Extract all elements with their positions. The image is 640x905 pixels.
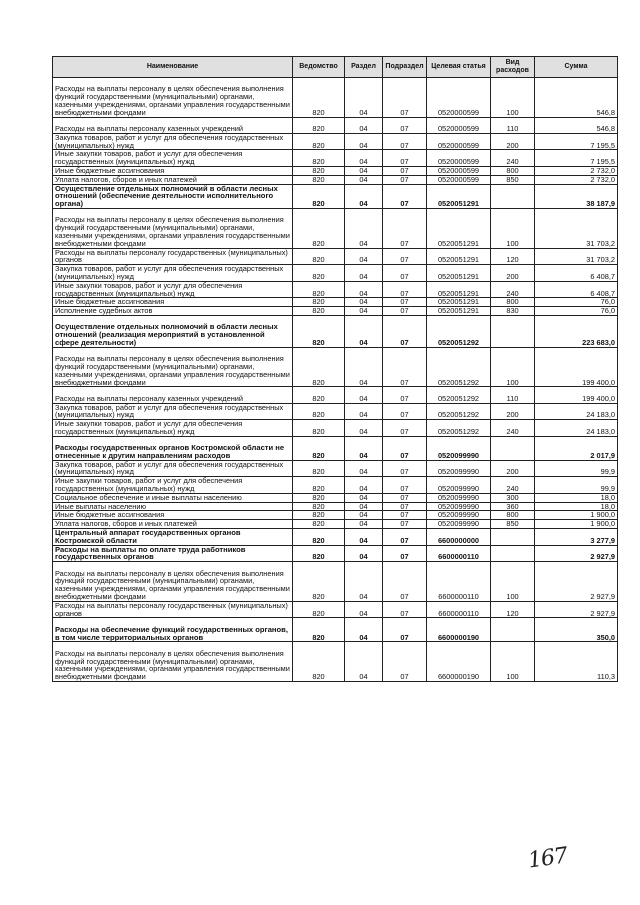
- row-subsection: 07: [383, 562, 427, 602]
- row-subsection: 07: [383, 78, 427, 118]
- row-expense-type: 120: [491, 601, 535, 618]
- row-department: 820: [293, 618, 345, 642]
- row-target-article: 0520099990: [427, 520, 491, 529]
- row-amount: 6 408,7: [535, 281, 618, 298]
- row-name: Расходы на выплаты персоналу в целях обеспечения выполнения функций государственными (муниципальными) органами, казенными учреждениями, органами управления государственными внебюджетными фондами: [53, 562, 293, 602]
- row-department: 820: [293, 307, 345, 316]
- row-expense-type: 200: [491, 403, 535, 420]
- row-section: 04: [345, 133, 383, 150]
- table-row: [53, 545, 618, 562]
- row-name: Расходы на выплаты персоналу государственных (муниципальных) органов: [53, 601, 293, 618]
- row-expense-type: 830: [491, 307, 535, 316]
- row-name: Иные бюджетные ассигнования: [53, 511, 293, 520]
- row-department: 820: [293, 78, 345, 118]
- row-department: 820: [293, 117, 345, 133]
- row-target-article: 0520099990: [427, 511, 491, 520]
- table-row: [53, 618, 618, 642]
- row-subsection: 07: [383, 477, 427, 494]
- row-target-article: 6600000110: [427, 562, 491, 602]
- row-section: 04: [345, 493, 383, 502]
- row-department: 820: [293, 436, 345, 460]
- row-name: Иные закупки товаров, работ и услуг для обеспечения государственных (муниципальных) нужд: [53, 420, 293, 437]
- table-row: [53, 642, 618, 682]
- row-subsection: 07: [383, 315, 427, 347]
- row-expense-type: 800: [491, 166, 535, 175]
- row-subsection: 07: [383, 166, 427, 175]
- row-department: 820: [293, 298, 345, 307]
- row-target-article: 0520000599: [427, 150, 491, 167]
- row-department: 820: [293, 265, 345, 282]
- row-department: 820: [293, 403, 345, 420]
- row-subsection: 07: [383, 520, 427, 529]
- row-section: 04: [345, 315, 383, 347]
- row-department: 820: [293, 315, 345, 347]
- row-section: 04: [345, 529, 383, 546]
- row-subsection: 07: [383, 248, 427, 265]
- row-department: 820: [293, 184, 345, 208]
- row-target-article: 6600000190: [427, 618, 491, 642]
- row-expense-type: 800: [491, 511, 535, 520]
- row-name: Закупка товаров, работ и услуг для обеспечения государственных (муниципальных) нужд: [53, 265, 293, 282]
- row-expense-type: [491, 184, 535, 208]
- row-amount: 18,0: [535, 493, 618, 502]
- row-department: 820: [293, 420, 345, 437]
- row-name: Уплата налогов, сборов и иных платежей: [53, 520, 293, 529]
- table-row: [53, 347, 618, 387]
- row-amount: 1 900,0: [535, 520, 618, 529]
- header-target-article: Целевая статья: [427, 57, 491, 78]
- row-section: 04: [345, 511, 383, 520]
- row-name: Исполнение судебных актов: [53, 307, 293, 316]
- table-row: [53, 562, 618, 602]
- row-expense-type: 200: [491, 265, 535, 282]
- row-target-article: 0520000599: [427, 78, 491, 118]
- row-target-article: 0520051292: [427, 420, 491, 437]
- table-row: [53, 307, 618, 316]
- row-section: 04: [345, 117, 383, 133]
- row-department: 820: [293, 511, 345, 520]
- row-section: 04: [345, 545, 383, 562]
- row-subsection: 07: [383, 184, 427, 208]
- row-expense-type: 100: [491, 642, 535, 682]
- row-amount: 24 183,0: [535, 420, 618, 437]
- row-expense-type: 800: [491, 298, 535, 307]
- budget-table-sheet: [52, 56, 617, 682]
- row-expense-type: 240: [491, 477, 535, 494]
- row-amount: 99,9: [535, 460, 618, 477]
- row-target-article: 0520099990: [427, 493, 491, 502]
- row-amount: 2 732,0: [535, 166, 618, 175]
- row-department: 820: [293, 347, 345, 387]
- budget-table: [52, 56, 618, 682]
- table-row: [53, 175, 618, 184]
- row-amount: 2 732,0: [535, 175, 618, 184]
- row-target-article: 0520051291: [427, 208, 491, 248]
- table-body: [53, 78, 618, 682]
- row-section: 04: [345, 166, 383, 175]
- row-amount: 350,0: [535, 618, 618, 642]
- row-amount: 99,9: [535, 477, 618, 494]
- row-target-article: 0520051292: [427, 315, 491, 347]
- table-row: [53, 502, 618, 511]
- row-subsection: 07: [383, 150, 427, 167]
- row-target-article: 0520051292: [427, 387, 491, 403]
- row-section: 04: [345, 502, 383, 511]
- row-target-article: 0520099990: [427, 460, 491, 477]
- row-subsection: 07: [383, 460, 427, 477]
- row-subsection: 07: [383, 281, 427, 298]
- row-amount: 76,0: [535, 298, 618, 307]
- row-expense-type: 110: [491, 387, 535, 403]
- row-amount: 3 277,9: [535, 529, 618, 546]
- row-department: 820: [293, 208, 345, 248]
- row-target-article: 0520051291: [427, 184, 491, 208]
- table-row: [53, 265, 618, 282]
- row-amount: 546,8: [535, 78, 618, 118]
- row-amount: 223 683,0: [535, 315, 618, 347]
- row-department: 820: [293, 529, 345, 546]
- table-row: [53, 150, 618, 167]
- row-target-article: 6600000110: [427, 601, 491, 618]
- row-section: 04: [345, 265, 383, 282]
- row-target-article: 6600000000: [427, 529, 491, 546]
- row-name: Закупка товаров, работ и услуг для обеспечения государственных (муниципальных) нужд: [53, 133, 293, 150]
- row-subsection: 07: [383, 436, 427, 460]
- row-target-article: 0520051292: [427, 347, 491, 387]
- header-section: Раздел: [345, 57, 383, 78]
- row-department: 820: [293, 175, 345, 184]
- row-department: 820: [293, 562, 345, 602]
- row-target-article: 0520000599: [427, 117, 491, 133]
- row-subsection: 07: [383, 618, 427, 642]
- row-amount: 7 195,5: [535, 150, 618, 167]
- row-expense-type: 850: [491, 520, 535, 529]
- row-expense-type: 850: [491, 175, 535, 184]
- row-department: 820: [293, 166, 345, 175]
- row-section: 04: [345, 477, 383, 494]
- row-name: Иные закупки товаров, работ и услуг для обеспечения государственных (муниципальных) нужд: [53, 281, 293, 298]
- row-expense-type: [491, 545, 535, 562]
- page-number: 167: [526, 843, 569, 874]
- row-section: 04: [345, 420, 383, 437]
- row-target-article: 0520099990: [427, 502, 491, 511]
- row-section: 04: [345, 78, 383, 118]
- row-amount: 18,0: [535, 502, 618, 511]
- row-target-article: 6600000110: [427, 545, 491, 562]
- row-name: Иные закупки товаров, работ и услуг для обеспечения государственных (муниципальных) нужд: [53, 477, 293, 494]
- table-row: [53, 117, 618, 133]
- row-target-article: 0520099990: [427, 477, 491, 494]
- row-section: 04: [345, 387, 383, 403]
- row-expense-type: 120: [491, 248, 535, 265]
- row-name: Расходы на выплаты персоналу казенных учреждений: [53, 387, 293, 403]
- row-name: Осуществление отдельных полномочий в области лесных отношений (реализация мероприятий в установленной сфере деятельности): [53, 315, 293, 347]
- row-department: 820: [293, 387, 345, 403]
- row-section: 04: [345, 562, 383, 602]
- row-amount: 31 703,2: [535, 208, 618, 248]
- header-name: Наименование: [53, 57, 293, 78]
- row-section: 04: [345, 184, 383, 208]
- row-department: 820: [293, 520, 345, 529]
- row-name: Осуществление отдельных полномочий в области лесных отношений (обеспечение деятельности исполнительного органа): [53, 184, 293, 208]
- row-subsection: 07: [383, 298, 427, 307]
- row-subsection: 07: [383, 307, 427, 316]
- row-section: 04: [345, 642, 383, 682]
- row-subsection: 07: [383, 133, 427, 150]
- table-row: [53, 511, 618, 520]
- row-department: 820: [293, 601, 345, 618]
- table-row: [53, 315, 618, 347]
- row-name: Иные бюджетные ассигнования: [53, 298, 293, 307]
- table-row: [53, 403, 618, 420]
- row-name: Расходы на выплаты персоналу в целях обеспечения выполнения функций государственными (муниципальными) органами, казенными учреждениями, органами управления государственными внебюджетными фондами: [53, 78, 293, 118]
- table-row: [53, 420, 618, 437]
- row-subsection: 07: [383, 493, 427, 502]
- row-name: Расходы на выплаты по оплате труда работников государственных органов: [53, 545, 293, 562]
- table-row: [53, 387, 618, 403]
- row-amount: 199 400,0: [535, 387, 618, 403]
- row-expense-type: 100: [491, 208, 535, 248]
- row-expense-type: [491, 529, 535, 546]
- row-expense-type: 300: [491, 493, 535, 502]
- row-department: 820: [293, 477, 345, 494]
- row-subsection: 07: [383, 502, 427, 511]
- row-target-article: 6600000190: [427, 642, 491, 682]
- row-section: 04: [345, 403, 383, 420]
- row-department: 820: [293, 281, 345, 298]
- table-row: [53, 601, 618, 618]
- row-department: 820: [293, 460, 345, 477]
- row-subsection: 07: [383, 175, 427, 184]
- row-subsection: 07: [383, 403, 427, 420]
- row-expense-type: [491, 315, 535, 347]
- row-name: Социальное обеспечение и иные выплаты населению: [53, 493, 293, 502]
- row-name: Расходы на выплаты персоналу в целях обеспечения выполнения функций государственными (муниципальными) органами, казенными учреждениями, органами управления государственными внебюджетными фондами: [53, 208, 293, 248]
- row-section: 04: [345, 281, 383, 298]
- row-subsection: 07: [383, 420, 427, 437]
- row-section: 04: [345, 436, 383, 460]
- row-target-article: 0520051291: [427, 298, 491, 307]
- row-expense-type: [491, 618, 535, 642]
- row-target-article: 0520051291: [427, 307, 491, 316]
- row-department: 820: [293, 502, 345, 511]
- row-subsection: 07: [383, 387, 427, 403]
- table-row: [53, 529, 618, 546]
- row-department: 820: [293, 248, 345, 265]
- row-amount: 38 187,9: [535, 184, 618, 208]
- row-department: 820: [293, 545, 345, 562]
- row-section: 04: [345, 307, 383, 316]
- row-name: Иные выплаты населению: [53, 502, 293, 511]
- table-row: [53, 248, 618, 265]
- row-target-article: 0520051291: [427, 281, 491, 298]
- row-name: Центральный аппарат государственных органов Костромской области: [53, 529, 293, 546]
- row-amount: 546,8: [535, 117, 618, 133]
- row-expense-type: 110: [491, 117, 535, 133]
- row-section: 04: [345, 618, 383, 642]
- row-name: Закупка товаров, работ и услуг для обеспечения государственных (муниципальных) нужд: [53, 460, 293, 477]
- row-department: 820: [293, 642, 345, 682]
- row-department: 820: [293, 493, 345, 502]
- table-row: [53, 184, 618, 208]
- row-name: Иные бюджетные ассигнования: [53, 166, 293, 175]
- row-subsection: 07: [383, 601, 427, 618]
- row-section: 04: [345, 520, 383, 529]
- row-section: 04: [345, 601, 383, 618]
- row-expense-type: 100: [491, 562, 535, 602]
- row-amount: 199 400,0: [535, 347, 618, 387]
- row-amount: 1 900,0: [535, 511, 618, 520]
- row-expense-type: 100: [491, 347, 535, 387]
- table-row: [53, 477, 618, 494]
- table-row: [53, 520, 618, 529]
- table-row: [53, 436, 618, 460]
- row-section: 04: [345, 150, 383, 167]
- row-expense-type: 240: [491, 281, 535, 298]
- header-department: Ведомство: [293, 57, 345, 78]
- row-amount: 2 017,9: [535, 436, 618, 460]
- row-subsection: 07: [383, 117, 427, 133]
- table-row: [53, 493, 618, 502]
- row-amount: 2 927,9: [535, 601, 618, 618]
- row-expense-type: 200: [491, 460, 535, 477]
- row-name: Закупка товаров, работ и услуг для обеспечения государственных (муниципальных) нужд: [53, 403, 293, 420]
- row-department: 820: [293, 150, 345, 167]
- row-name: Расходы государственных органов Костромской области не отнесенные к другим направлениям расходов: [53, 436, 293, 460]
- row-target-article: 0520000599: [427, 175, 491, 184]
- table-row: [53, 298, 618, 307]
- row-name: Расходы на выплаты персоналу государственных (муниципальных) органов: [53, 248, 293, 265]
- row-expense-type: 100: [491, 78, 535, 118]
- row-section: 04: [345, 248, 383, 265]
- row-name: Расходы на выплаты персоналу казенных учреждений: [53, 117, 293, 133]
- row-amount: 24 183,0: [535, 403, 618, 420]
- row-subsection: 07: [383, 529, 427, 546]
- table-row: [53, 208, 618, 248]
- row-section: 04: [345, 208, 383, 248]
- row-amount: 31 703,2: [535, 248, 618, 265]
- row-name: Расходы на обеспечение функций государственных органов, в том числе территориальных органов: [53, 618, 293, 642]
- row-amount: 110,3: [535, 642, 618, 682]
- row-amount: 2 927,9: [535, 562, 618, 602]
- row-name: Расходы на выплаты персоналу в целях обеспечения выполнения функций государственными (муниципальными) органами, казенными учреждениями, органами управления государственными внебюджетными фондами: [53, 642, 293, 682]
- row-target-article: 0520099990: [427, 436, 491, 460]
- row-subsection: 07: [383, 545, 427, 562]
- table-row: [53, 460, 618, 477]
- row-amount: 76,0: [535, 307, 618, 316]
- row-section: 04: [345, 347, 383, 387]
- table-row: [53, 281, 618, 298]
- table-row: [53, 133, 618, 150]
- row-amount: 2 927,9: [535, 545, 618, 562]
- header-amount: Сумма: [535, 57, 618, 78]
- row-name: Иные закупки товаров, работ и услуг для обеспечения государственных (муниципальных) нужд: [53, 150, 293, 167]
- header-expense-type: Вид расходов: [491, 57, 535, 78]
- row-subsection: 07: [383, 347, 427, 387]
- row-expense-type: [491, 436, 535, 460]
- row-section: 04: [345, 460, 383, 477]
- row-subsection: 07: [383, 265, 427, 282]
- row-subsection: 07: [383, 511, 427, 520]
- table-row: [53, 166, 618, 175]
- row-expense-type: 240: [491, 420, 535, 437]
- row-target-article: 0520051292: [427, 403, 491, 420]
- row-target-article: 0520000599: [427, 166, 491, 175]
- row-amount: 6 408,7: [535, 265, 618, 282]
- row-expense-type: 200: [491, 133, 535, 150]
- row-name: Расходы на выплаты персоналу в целях обеспечения выполнения функций государственными (муниципальными) органами, казенными учреждениями, органами управления государственными внебюджетными фондами: [53, 347, 293, 387]
- row-section: 04: [345, 175, 383, 184]
- table-row: [53, 78, 618, 118]
- row-department: 820: [293, 133, 345, 150]
- row-section: 04: [345, 298, 383, 307]
- row-target-article: 0520051291: [427, 248, 491, 265]
- row-subsection: 07: [383, 642, 427, 682]
- row-name: Уплата налогов, сборов и иных платежей: [53, 175, 293, 184]
- row-expense-type: 240: [491, 150, 535, 167]
- row-expense-type: 360: [491, 502, 535, 511]
- row-target-article: 0520000599: [427, 133, 491, 150]
- row-subsection: 07: [383, 208, 427, 248]
- header-subsection: Подраздел: [383, 57, 427, 78]
- table-header-row: [53, 57, 618, 78]
- row-target-article: 0520051291: [427, 265, 491, 282]
- row-amount: 7 195,5: [535, 133, 618, 150]
